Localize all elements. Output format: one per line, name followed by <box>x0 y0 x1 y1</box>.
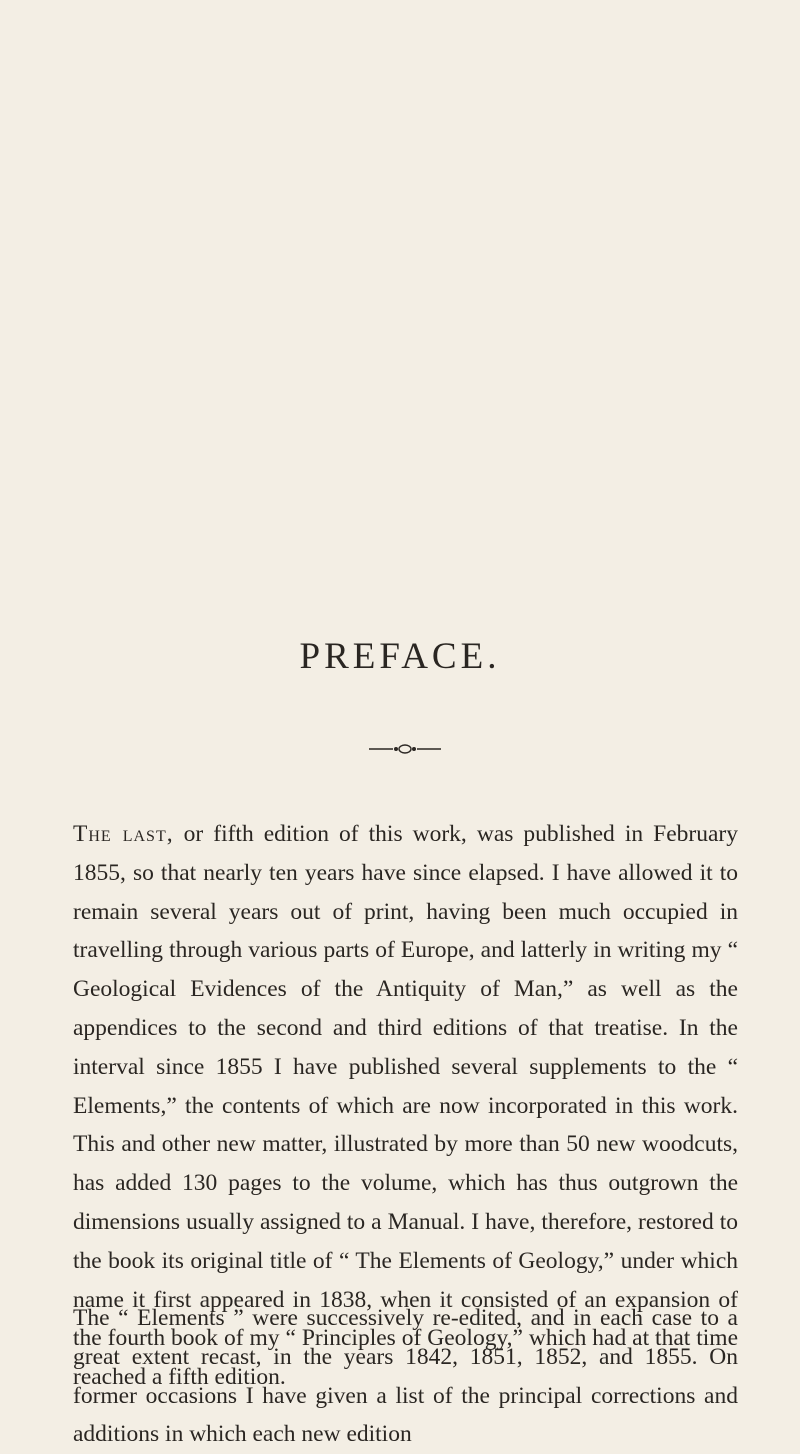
ornament-divider-icon <box>369 744 441 754</box>
paragraph-body: or fifth edition of this work, was published in February 1855, so that nearly ten years have since elapsed. I have allowed it to remain several years out of print, having been much occupied in travelling through various parts of Europe, and latterly in writing my “ Geological Evidences of the Antiquity of Man,” as well as the appendices to the second and third editions of that treatise. In the interval since 1855 I have published several supplements to the “ Elements,” the contents of which are now incorporated in this work. This and other new matter, illustrated by more than 50 new woodcuts, has added 130 pages to the volume, which has thus outgrown the dimensions usually assigned to a Manual. I have, therefore, restored to the book its original title of “ The Elements of Geology,” under which name it first appeared in 1838, when it consisted of an expansion of the fourth book of my “ Principles of Geology,” which had at that time reached a fifth edition. <box>73 821 738 1391</box>
preface-paragraph-2 <box>73 1299 738 1454</box>
paragraph-body: The “ Elements ” were successively re-edited, and in each case to a great extent recast, in the years 1842, 1851, 1852, and 1855. On former occasions I have given a list of the principal corrections and additions in which each new edition <box>73 1305 738 1448</box>
page-title: PREFACE. <box>299 636 501 677</box>
paragraph-lead: The last, <box>73 821 174 847</box>
